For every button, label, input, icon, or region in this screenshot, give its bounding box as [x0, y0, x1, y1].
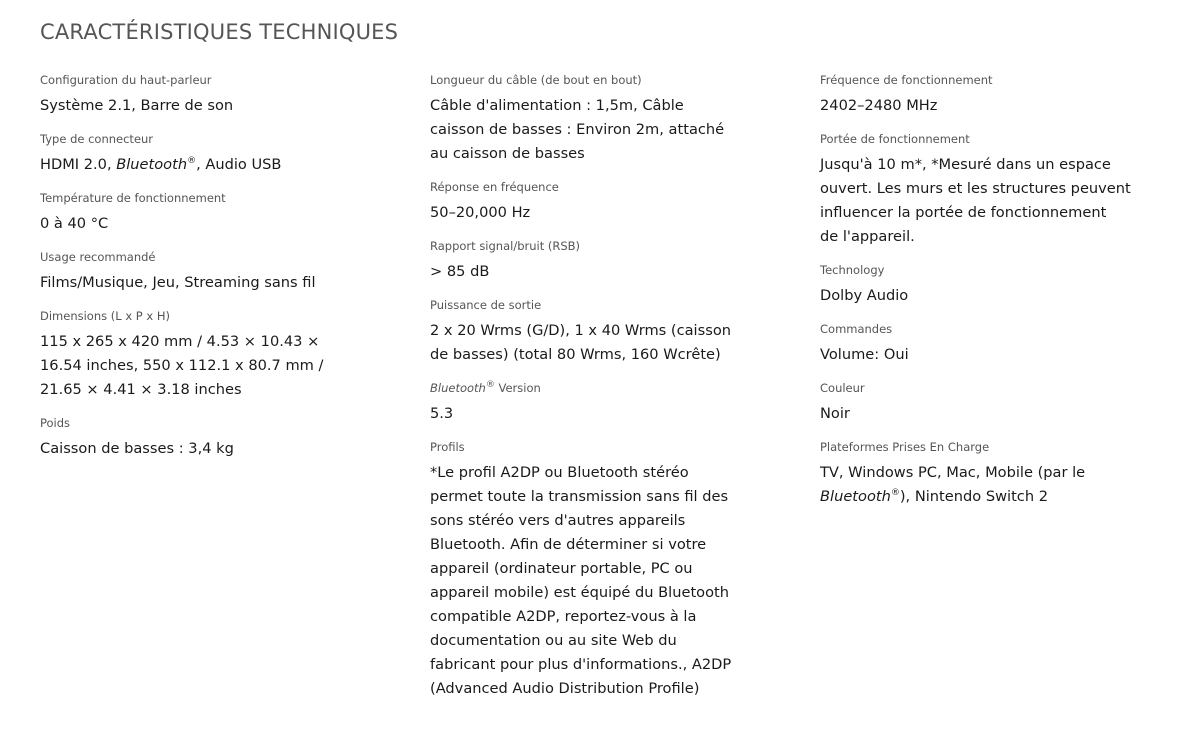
spec-signal-noise-ratio	[430, 236, 760, 284]
spec-column-1	[40, 70, 380, 472]
bluetooth-brand: Bluetooth	[430, 381, 486, 395]
spec-value	[40, 94, 380, 118]
spec-dimensions	[40, 306, 380, 402]
spec-value-line: *Le profil A2DP ou Bluetooth stéréo	[430, 464, 689, 481]
spec-label: Plateformes Prises En Charge	[820, 440, 990, 454]
page-title: CARACTÉRISTIQUES TECHNIQUES	[40, 20, 399, 44]
spec-value-line: (Advanced Audio Distribution Profile)	[430, 680, 700, 697]
spec-value-line: caisson de basses : Environ 2m, attaché	[430, 121, 725, 138]
spec-value-line: > 85 dB	[430, 263, 490, 280]
spec-label: Couleur	[820, 381, 865, 395]
spec-cable-length	[430, 70, 760, 166]
spec-value-line: de l'appareil.	[820, 228, 915, 245]
spec-value	[430, 461, 760, 701]
spec-value-line: 16.54 inches, 550 x 112.1 x 80.7 mm /	[40, 357, 324, 374]
spec-output-power	[430, 295, 760, 367]
spec-value-line: documentation ou au site Web du	[430, 632, 677, 649]
spec-value-line	[40, 153, 380, 177]
spec-profiles	[430, 437, 760, 701]
registered-mark: ®	[890, 488, 900, 499]
spec-label: Portée de fonctionnement	[820, 132, 970, 146]
spec-label: Fréquence de fonctionnement	[820, 73, 993, 87]
spec-value-line: Films/Musique, Jeu, Streaming sans fil	[40, 274, 316, 291]
spec-value	[40, 271, 380, 295]
spec-value	[40, 212, 380, 236]
spec-supported-platforms	[820, 437, 1160, 509]
spec-frequency-response	[430, 177, 760, 225]
bluetooth-brand: Bluetooth	[116, 156, 188, 173]
spec-value-line	[820, 485, 1160, 509]
spec-value-line: Système 2.1, Barre de son	[40, 97, 234, 114]
spec-operating-frequency	[820, 70, 1160, 118]
spec-value-line: 0 à 40 °C	[40, 215, 109, 232]
spec-value-line: de basses) (total 80 Wrms, 160 Wcrête)	[430, 346, 721, 363]
spec-value-line: fabricant pour plus d'informations., A2DP	[430, 656, 732, 673]
spec-technology	[820, 260, 1160, 308]
spec-operating-range	[820, 129, 1160, 249]
spec-label: Température de fonctionnement	[40, 191, 226, 205]
spec-value-line: influencer la portée de fonctionnement	[820, 204, 1107, 221]
spec-recommended-usage	[40, 247, 380, 295]
spec-value-line: 2402–2480 MHz	[820, 97, 938, 114]
spec-label: Longueur du câble (de bout en bout)	[430, 73, 642, 87]
spec-value	[820, 402, 1160, 426]
spec-value	[40, 330, 380, 402]
spec-value	[430, 94, 760, 166]
spec-value-line: Bluetooth. Afin de déterminer si votre	[430, 536, 707, 553]
spec-column-2	[430, 70, 760, 712]
spec-value-line: appareil (ordinateur portable, PC ou	[430, 560, 693, 577]
spec-value-line: ouvert. Les murs et les structures peuvent	[820, 180, 1131, 197]
label-suffix: Version	[494, 381, 541, 395]
spec-label: Technology	[820, 263, 885, 277]
spec-value	[430, 260, 760, 284]
spec-label: Profils	[430, 440, 465, 454]
spec-connector-type	[40, 129, 380, 177]
spec-value	[820, 461, 1160, 509]
spec-value	[430, 402, 760, 426]
spec-value-line: 2 x 20 Wrms (G/D), 1 x 40 Wrms (caisson	[430, 322, 731, 339]
spec-value	[40, 437, 380, 461]
spec-value-line: Câble d'alimentation : 1,5m, Câble	[430, 97, 684, 114]
spec-color	[820, 378, 1160, 426]
spec-label: Réponse en fréquence	[430, 180, 559, 194]
spec-label: Usage recommandé	[40, 250, 156, 264]
spec-value-line: 115 x 265 x 420 mm / 4.53 × 10.43 ×	[40, 333, 320, 350]
value-suffix: , Audio USB	[196, 156, 282, 173]
spec-value-line: Noir	[820, 405, 850, 422]
spec-value-line: 50–20,000 Hz	[430, 204, 531, 221]
bluetooth-brand: Bluetooth	[820, 488, 891, 505]
spec-value	[820, 284, 1160, 308]
spec-value-line: 21.65 × 4.41 × 3.18 inches	[40, 381, 242, 398]
spec-weight	[40, 413, 380, 461]
spec-column-3	[820, 70, 1160, 520]
spec-label: Rapport signal/bruit (RSB)	[430, 239, 581, 253]
spec-label: Commandes	[820, 322, 893, 336]
spec-value	[820, 153, 1160, 249]
spec-value	[430, 201, 760, 225]
spec-speaker-configuration	[40, 70, 380, 118]
value-prefix: HDMI 2.0,	[40, 156, 117, 173]
spec-value	[820, 343, 1160, 367]
spec-value-line: 5.3	[430, 405, 454, 422]
spec-operating-temperature	[40, 188, 380, 236]
spec-label	[430, 378, 760, 398]
spec-value-line: Volume: Oui	[820, 346, 909, 363]
spec-value-line: au caisson de basses	[430, 145, 585, 162]
spec-label: Type de connecteur	[40, 132, 154, 146]
spec-bluetooth-version	[430, 378, 760, 426]
spec-controls	[820, 319, 1160, 367]
spec-value-line: Caisson de basses : 3,4 kg	[40, 440, 234, 457]
spec-value-line: TV, Windows PC, Mac, Mobile (par le	[820, 464, 1086, 481]
spec-value-line: permet toute la transmission sans fil des	[430, 488, 729, 505]
spec-label: Poids	[40, 416, 71, 430]
value-suffix: ), Nintendo Switch 2	[899, 488, 1049, 505]
registered-mark: ®	[187, 156, 197, 167]
spec-value-line: Jusqu'à 10 m*, *Mesuré dans un espace	[820, 156, 1111, 173]
spec-value	[820, 94, 1160, 118]
spec-value	[40, 153, 380, 177]
spec-value-line: compatible A2DP, reportez-vous à la	[430, 608, 697, 625]
spec-value-line: Dolby Audio	[820, 287, 909, 304]
spec-value-line: appareil mobile) est équipé du Bluetooth	[430, 584, 730, 601]
spec-label: Puissance de sortie	[430, 298, 542, 312]
spec-value-line: sons stéréo vers d'autres appareils	[430, 512, 686, 529]
registered-mark: ®	[485, 380, 495, 391]
spec-label: Dimensions (L x P x H)	[40, 309, 170, 323]
spec-value	[430, 319, 760, 367]
spec-label: Configuration du haut-parleur	[40, 73, 212, 87]
